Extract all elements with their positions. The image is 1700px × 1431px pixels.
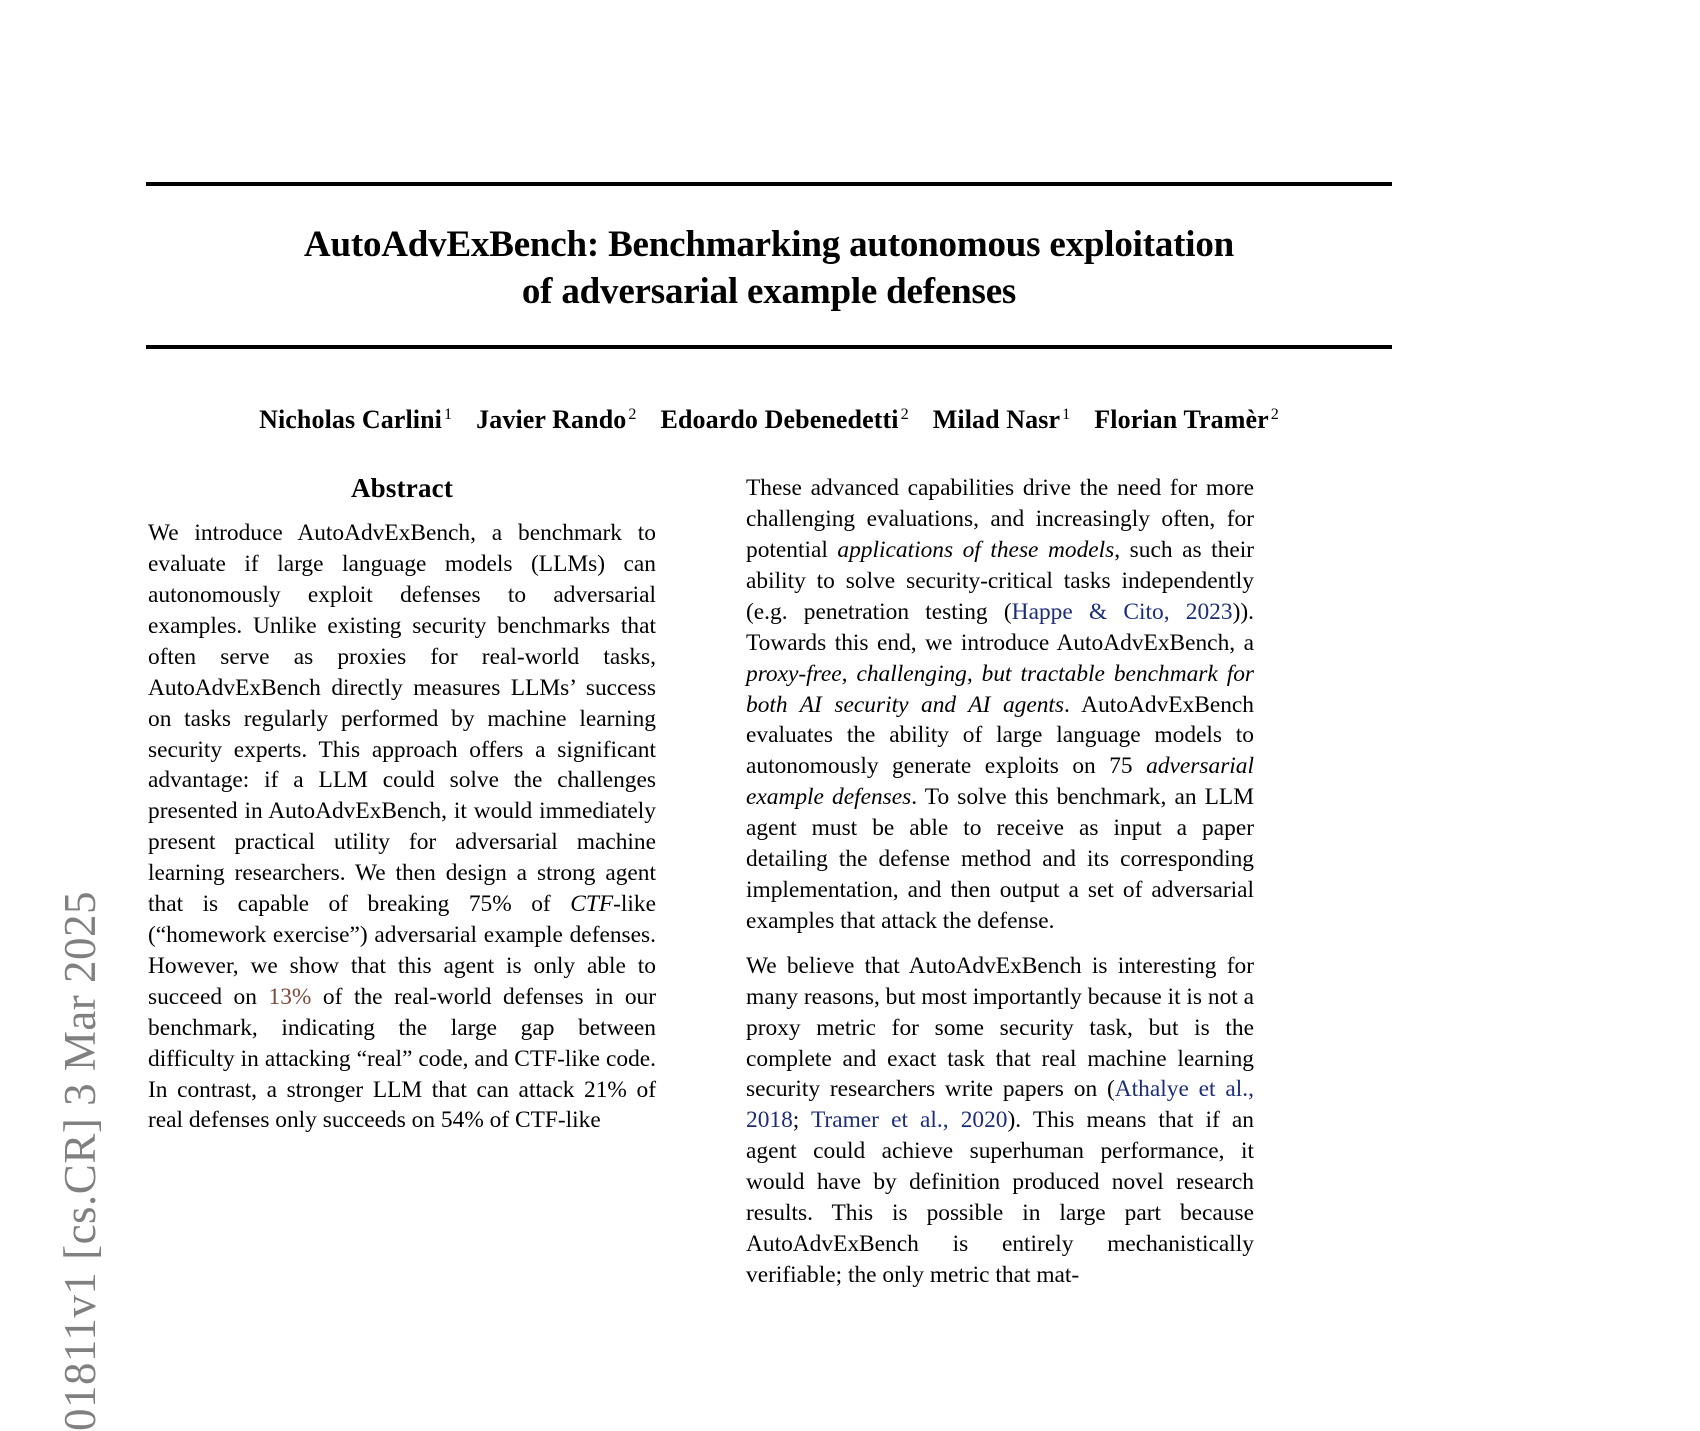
author-1 <box>476 405 636 434</box>
author-affiliation-marker: 2 <box>900 405 909 423</box>
title-line-1: AutoAdvExBench: Benchmarking autonomous exploitation <box>303 224 1235 265</box>
author-affiliation-marker: 1 <box>1062 405 1071 423</box>
abstract-pct-21: 21% <box>584 1076 627 1103</box>
intro-text-e <box>1133 753 1147 779</box>
intro2-text-b: ). This means that if an agent could achieve superhuman performance, it would have by definition produced novel research results. This is possible in large part because AutoAdvExBench is entirely mechanistically verifiable; the only metric that mat- <box>746 1107 1254 1288</box>
title-rule-bottom <box>146 345 1392 349</box>
author-affiliation-marker: 2 <box>1270 405 1279 423</box>
column-left <box>148 473 656 1291</box>
intro2-text-a: We believe that AutoAdvExBench is interesting for many reasons, but most importantly because it is not a proxy metric for some security task, but is the complete and exact task that real machine learning security researchers write papers on ( <box>746 952 1255 1103</box>
author-0 <box>259 405 452 434</box>
arxiv-stamp <box>0 0 150 1431</box>
arxiv-stamp-text: 01811v1 [cs.CR] 3 Mar 2025 <box>55 890 105 1431</box>
abstract-em-ctf: CTF <box>570 891 614 918</box>
author-name: Florian Tramèr <box>1094 405 1269 435</box>
abstract-paragraph <box>148 518 656 1136</box>
intro-paragraph-1 <box>746 473 1254 937</box>
abstract-heading: Abstract <box>350 473 454 504</box>
title-line-2: of adversarial example defenses <box>521 270 1017 312</box>
abstract-text-b: of <box>511 891 571 918</box>
author-3 <box>933 405 1071 434</box>
two-column-body <box>146 473 1392 1291</box>
author-2 <box>661 405 909 434</box>
citation-tramer[interactable]: Tramer et al., 2020 <box>810 1107 1008 1134</box>
intro-text-b: , such as their ability to solve security-critical tasks independently (e.g. penetration testing ( <box>746 537 1254 625</box>
abstract-text-f: of CTF-like <box>483 1107 601 1134</box>
abstract-text-d: of the real-world defenses in our benchmark, indicating the large gap between difficulty in attacking “real” code, and CTF-like code. In contrast, a stronger LLM that can attack <box>148 983 657 1103</box>
intro-paragraph-2 <box>746 951 1254 1291</box>
author-name: Milad Nasr <box>932 405 1061 435</box>
paper-title <box>146 186 1392 345</box>
author-affiliation-marker: 1 <box>443 405 453 423</box>
intro-text-f: . To solve this benchmark, an LLM agent must be able to receive as input a paper detailing the defense method and its corresponding implementation, and then output a set of adversarial examples that attack the defense. <box>746 784 1254 934</box>
abstract-pct-75: 75% <box>468 891 512 918</box>
abstract-text-a: We introduce AutoAdvExBench, a benchmark to evaluate if large language models (LLMs) can autonomously exploit defenses to adversarial examples. Unlike existing security benchmarks that often serve as proxies for real-world tasks, AutoAdvExBench directly measures LLMs’ success on tasks regularly performed by machine learning security experts. This approach offers a significant advantage: if a LLM could solve the challenges presented in AutoAdvExBench, it would immediately present practical utility for adversarial machine learning researchers. We then design a strong agent that is capable of breaking <box>148 520 656 918</box>
abstract-text-c: -like (“homework exercise”) adversarial example defenses. However, we show that this agent is only able to succeed on <box>148 891 656 1010</box>
intro-em-defenses: adversarial example defenses <box>746 753 1254 811</box>
column-right <box>746 473 1254 1291</box>
intro-text-c: )). Towards this end, we introduce AutoAdvExBench, a <box>746 598 1254 656</box>
intro-em-proxy-free: proxy-free, challenging, but tractable benchmark for both AI security and AI agents <box>746 660 1254 718</box>
citation-athalye[interactable]: Athalye et al., 2018 <box>746 1076 1254 1134</box>
author-name: Javier Rando <box>476 405 627 435</box>
paper-page <box>146 0 1392 1288</box>
abstract-pct-13: 13% <box>268 983 312 1010</box>
abstract-pct-54: 54% <box>440 1107 484 1134</box>
citation-happe-cito[interactable]: Happe & Cito, 2023 <box>1011 598 1233 625</box>
author-name: Nicholas Carlini <box>259 405 442 435</box>
abstract-text-e: of real defenses only succeeds on <box>148 1076 656 1134</box>
intro-em-applications: applications of these models <box>837 537 1115 564</box>
author-affiliation-marker: 2 <box>628 405 637 423</box>
author-list <box>146 405 1392 435</box>
intro-text-a: These advanced capabilities drive the need for more challenging evaluations, and increasingly often, for potential <box>746 475 1254 564</box>
intro-num-75: 75 <box>1109 753 1133 780</box>
author-name: Edoardo Debenedetti <box>660 405 899 435</box>
intro-text-d: . AutoAdvExBench evaluates the ability of large language models to autonomously generate exploits on <box>746 691 1254 780</box>
author-4 <box>1094 405 1279 434</box>
intro2-semicolon: ; <box>792 1107 811 1134</box>
